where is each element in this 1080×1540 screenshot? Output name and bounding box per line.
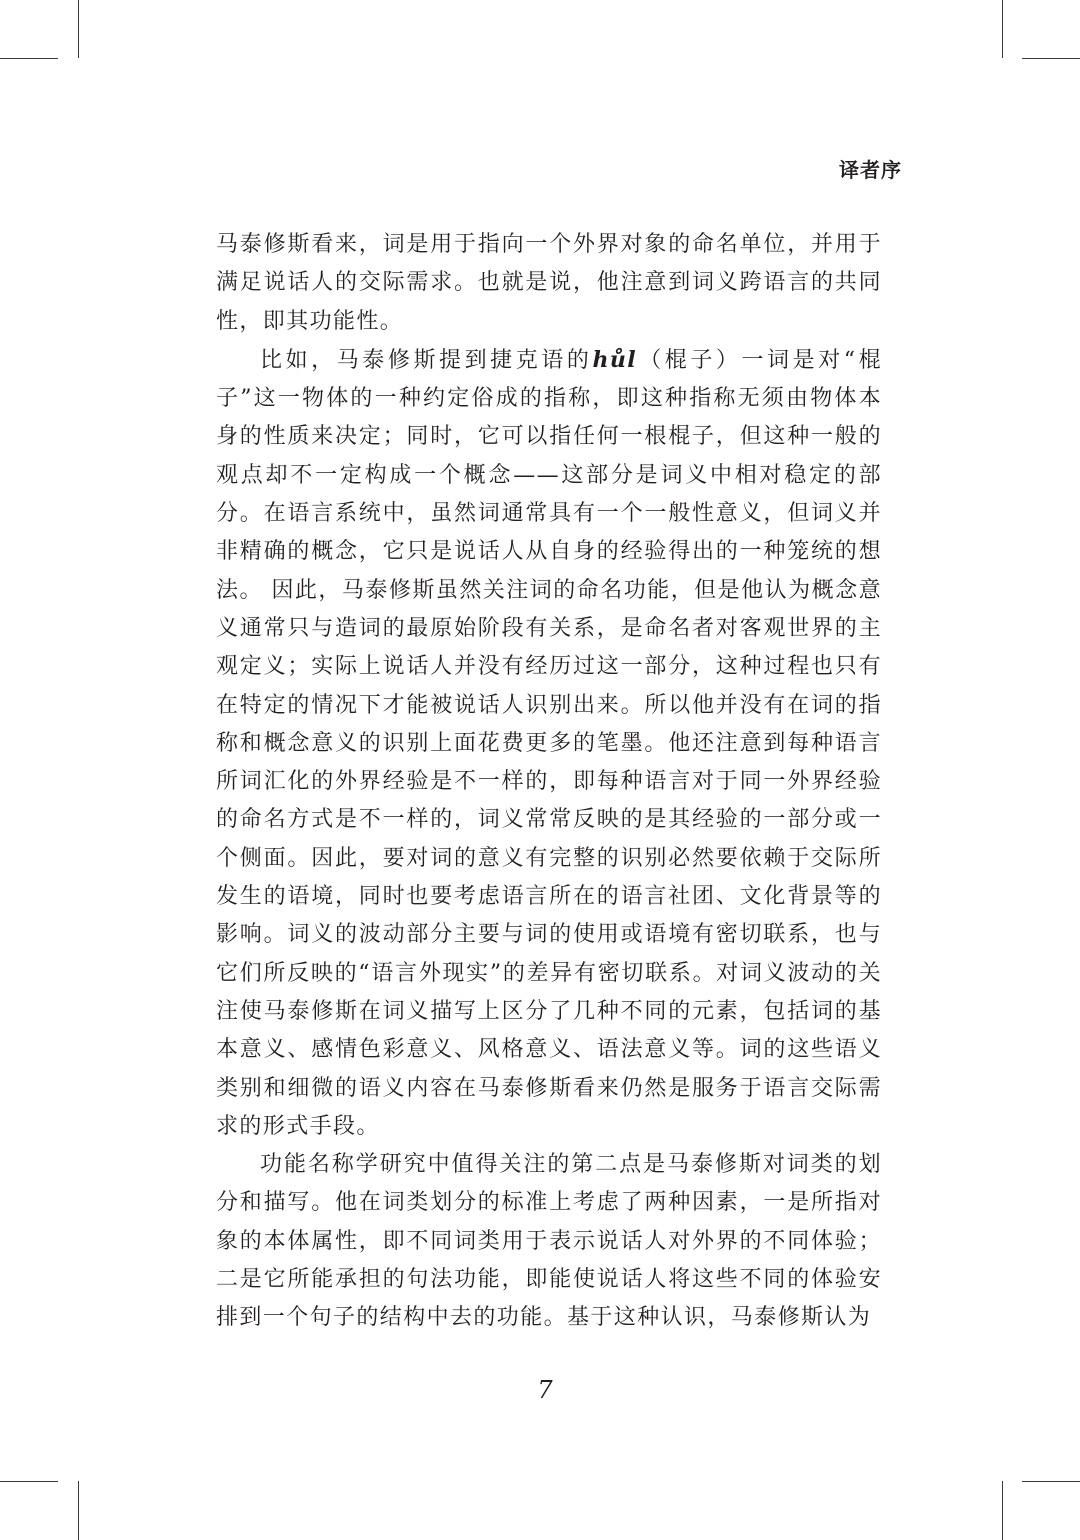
- paragraph-1: 马泰修斯看来，词是用于指向一个外界对象的命名单位，并用于满足说话人的交际需求。也就是说，他注意到词义跨语言的共同性，即其功能性。: [216, 232, 882, 334]
- body-text: [216, 226, 882, 1338]
- czech-term: hůl: [592, 346, 638, 373]
- crop-mark-bottom-right-vertical: [1002, 1481, 1003, 1540]
- crop-mark-top-right-vertical: [1002, 0, 1003, 58]
- crop-mark-bottom-left-vertical: [78, 1481, 79, 1540]
- page-number: 7: [537, 1376, 553, 1404]
- crop-mark-top-right-horizontal: [1022, 58, 1080, 59]
- crop-mark-bottom-right-horizontal: [1022, 1481, 1080, 1482]
- paragraph-2-lead: 比如，马泰修斯提到捷克语的: [260, 347, 593, 373]
- paragraph-2-rest: （棍子）一词是对“棍子”这一物体的一种约定俗成的指称，即这种指称无须由物体本身的性质来决定；同时，它可以指任何一根棍子，但这种一般的观点却不一定构成一个概念——这部分是词义中相对稳定的部分。在语言系统中，虽然词通常具有一个一般性意义，但词义并非精确的概念，它只是说话人从自身的经验得出的一种笼统的想法。 因此，马泰修斯虽然关注词的命名功能，但是他认为概念意义通常只与造词的最原始阶段有关系，是命名者对客观世界的主观定义；实际上说话人并没有经历过这一部分，这种过程也只有在特定的情况下才能被说话人识别出来。所以他并没有在词的指称和概念意义的识别上面花费更多的笔墨。他还注意到每种语言所词汇化的外界经验是不一样的，即每种语言对于同一外界经验的命名方式是不一样的，词义常常反映的是其经验的一部分或一个侧面。因此，要对词的意义有完整的识别必然要依赖于交际所发生的语境，同时也要考虑语言所在的语言社团、文化背景等的影响。词义的波动部分主要与词的使用或语境有密切联系，也与它们所反映的“语言外现实”的差异有密切联系。对词义波动的关注使马泰修斯在词义描写上区分了几种不同的元素，包括词的基本意义、感情色彩意义、风格意义、语法意义等。词的这些语义类别和细微的语义内容在马泰修斯看来仍然是服务于语言交际需求的形式手段。: [216, 347, 882, 1139]
- crop-mark-top-left-vertical: [78, 0, 79, 58]
- crop-mark-top-left-horizontal: [0, 58, 58, 59]
- paragraph-3: 功能名称学研究中值得关注的第二点是马泰修斯对词类的划分和描写。他在词类划分的标准上考虑了两种因素，一是所指对象的本体属性，即不同词类用于表示说话人对外界的不同体验；二是它所能承担的句法功能，即能使说话人将这些不同的体验安排到一个句子的结构中去的功能。基于这种认识，马泰修斯认为: [216, 1152, 882, 1331]
- crop-mark-bottom-left-horizontal: [0, 1481, 58, 1482]
- paragraph-2: [216, 341, 882, 1146]
- running-head-title: 译者序: [839, 158, 902, 182]
